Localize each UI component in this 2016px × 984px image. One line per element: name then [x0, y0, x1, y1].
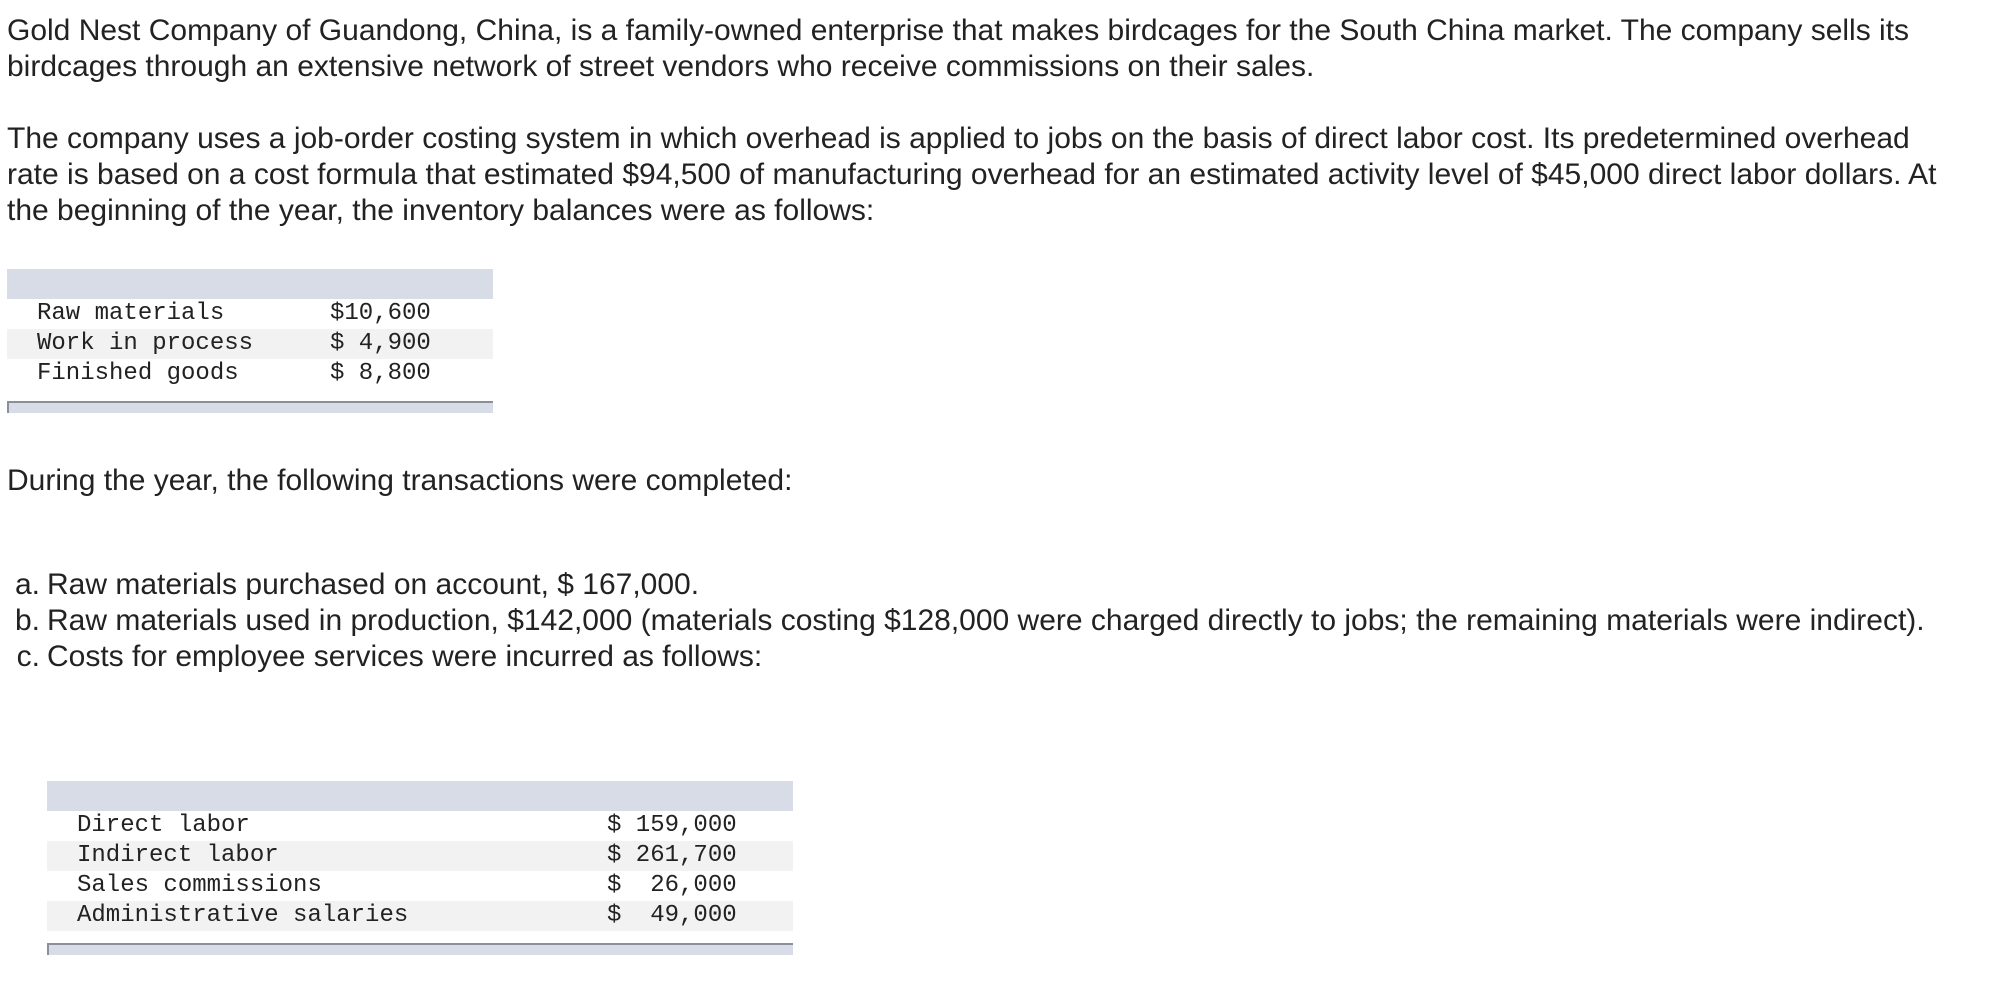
item-text: Raw materials used in production, $142,000 (materials costing $128,000 were charged directly to jobs; the remaining materials were indirect).: [47, 604, 1925, 637]
inventory-label: Raw materials: [37, 300, 225, 327]
inventory-value: $ 4,900: [330, 330, 431, 357]
table-row: [7, 359, 493, 389]
table-row: [47, 811, 793, 841]
item-marker: b.: [14, 604, 40, 637]
table-header-bar: [7, 269, 493, 299]
service-label: Direct labor: [77, 812, 250, 839]
table-footer-bar: [7, 401, 493, 413]
inventory-label: Finished goods: [37, 360, 239, 387]
item-marker: a.: [14, 568, 40, 601]
employee-services-table: [47, 781, 793, 955]
service-label: Indirect labor: [77, 842, 279, 869]
inventory-value: $ 8,800: [330, 360, 431, 387]
list-item: [7, 639, 1957, 675]
service-value: $ 261,700: [607, 842, 737, 869]
table-row: [7, 299, 493, 329]
list-item: [7, 567, 1957, 603]
costing-paragraph: The company uses a job-order costing system in which overhead is applied to jobs on the basis of direct labor cost. Its predetermined overhead rate is based on a cost formula that estimated $94,500 of manufacturing overhead for an estimated activity level of $45,000 direct labor dollars. At the beginning of the year, the inventory balances were as follows:: [7, 122, 1937, 227]
item-text: Costs for employee services were incurred as follows:: [47, 640, 763, 673]
service-value: $ 49,000: [607, 902, 737, 929]
item-text: Raw materials purchased on account, $ 167,000.: [47, 568, 700, 601]
table-row: [47, 901, 793, 931]
intro-paragraph: Gold Nest Company of Guandong, China, is a family-owned enterprise that makes birdcages for the South China market. The company sells its birdcages through an extensive network of street vendors who receive commissions on their sales.: [7, 14, 1910, 83]
service-value: $ 159,000: [607, 812, 737, 839]
service-label: Sales commissions: [77, 872, 322, 899]
inventory-value: $10,600: [330, 300, 431, 327]
table-row: [47, 841, 793, 871]
service-value: $ 26,000: [607, 872, 737, 899]
inventory-label: Work in process: [37, 330, 254, 357]
inventory-balances-table: [7, 269, 493, 413]
transactions-intro: During the year, the following transactions were completed:: [7, 464, 793, 497]
table-footer-bar: [47, 943, 793, 955]
table-row: [7, 329, 493, 359]
item-marker: c.: [16, 640, 40, 673]
table-row: [47, 871, 793, 901]
table-spacer: [7, 389, 493, 401]
table-spacer: [47, 931, 793, 943]
list-item: [7, 603, 1957, 639]
transaction-list: [7, 567, 1957, 675]
table-header-bar: [47, 781, 793, 811]
service-label: Administrative salaries: [77, 902, 409, 929]
